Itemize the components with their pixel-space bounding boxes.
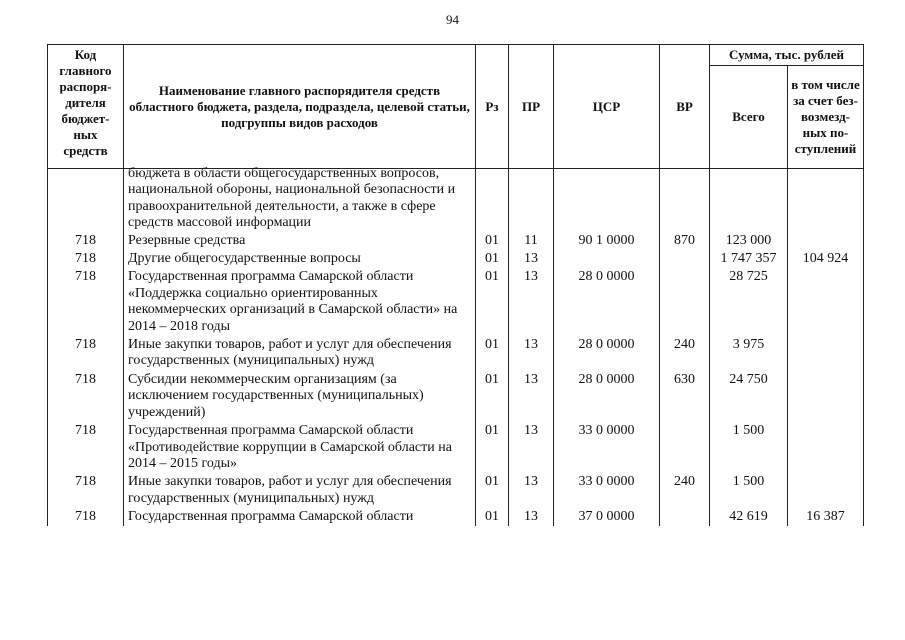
- row-vr: [660, 267, 710, 335]
- row-csr: 33 0 0000: [554, 472, 660, 507]
- row-total: 24 750: [710, 370, 788, 421]
- row-rz: 01: [476, 507, 509, 525]
- row-incl: [788, 421, 864, 472]
- header-total: Всего: [710, 66, 788, 169]
- row-name: Другие общегосударственные вопросы: [124, 249, 476, 267]
- row-vr: [660, 165, 710, 232]
- row-name: Государственная программа Самарской области: [124, 507, 476, 525]
- row-incl: [788, 267, 864, 335]
- header-rz: Рз: [476, 45, 509, 169]
- row-code: [48, 165, 124, 232]
- row-code: 718: [48, 472, 124, 507]
- row-rz: 01: [476, 370, 509, 421]
- row-total: 1 747 357: [710, 249, 788, 267]
- row-rz: 01: [476, 249, 509, 267]
- row-csr: [554, 165, 660, 232]
- row-name: Резервные средства: [124, 232, 476, 249]
- row-name: Государственная программа Самарской области «Противодействие коррупции в Самарской области на 2014 – 2015 годы»: [124, 421, 476, 472]
- row-rz: 01: [476, 267, 509, 335]
- row-total: [710, 165, 788, 232]
- row-code: 718: [48, 335, 124, 370]
- row-vr: [660, 249, 710, 267]
- row-code: 718: [48, 267, 124, 335]
- row-pr: 11: [509, 232, 554, 249]
- row-vr: [660, 507, 710, 525]
- row-rz: 01: [476, 335, 509, 370]
- row-total: 123 000: [710, 232, 788, 249]
- row-code: 718: [48, 370, 124, 421]
- row-name: Субсидии некоммерческим организациям (за исключением государственных (муниципальных) учреждений): [124, 370, 476, 421]
- row-code: 718: [48, 507, 124, 525]
- row-vr: 240: [660, 335, 710, 370]
- row-name: Государственная программа Самарской области «Поддержка социально ориентированных некоммерческих организаций в Самарской области» на 2014 – 2018 годы: [124, 267, 476, 335]
- row-vr: 870: [660, 232, 710, 249]
- row-name: бюджета в области общегосударственных вопросов, национальной обороны, национальной безопасности и правоохранительной деятельности, а также в сфере средств массовой информации: [124, 165, 476, 232]
- row-rz: 01: [476, 232, 509, 249]
- row-code: 718: [48, 249, 124, 267]
- row-pr: 13: [509, 267, 554, 335]
- row-csr: [554, 249, 660, 267]
- row-vr: [660, 421, 710, 472]
- header-csr: ЦСР: [554, 45, 660, 169]
- row-pr: [509, 165, 554, 232]
- row-csr: 37 0 0000: [554, 507, 660, 525]
- row-incl: [788, 472, 864, 507]
- row-code: 718: [48, 232, 124, 249]
- header-name: Наименование главного распорядителя средств областного бюджета, раздела, подраздела, целевой статьи, подгруппы видов расходов: [124, 45, 476, 169]
- row-code: 718: [48, 421, 124, 472]
- budget-table-header: [47, 44, 864, 169]
- row-csr: 28 0 0000: [554, 370, 660, 421]
- row-pr: 13: [509, 370, 554, 421]
- row-incl: 104 924: [788, 249, 864, 267]
- table-row: [48, 507, 864, 525]
- row-csr: 90 1 0000: [554, 232, 660, 249]
- row-pr: 13: [509, 421, 554, 472]
- table-row: [48, 421, 864, 472]
- header-vr: ВР: [660, 45, 710, 169]
- row-rz: [476, 165, 509, 232]
- row-rz: 01: [476, 472, 509, 507]
- row-total: 42 619: [710, 507, 788, 525]
- header-code: Код главного распоря-дителя бюджет-ных средств: [48, 45, 124, 169]
- table-row: [48, 232, 864, 249]
- budget-table-body: [47, 165, 864, 526]
- row-vr: 240: [660, 472, 710, 507]
- row-incl: [788, 165, 864, 232]
- row-total: 3 975: [710, 335, 788, 370]
- row-csr: 28 0 0000: [554, 335, 660, 370]
- row-total: 1 500: [710, 472, 788, 507]
- header-incl: в том числе за счет без-возмезд-ных по-ступлений: [788, 66, 864, 169]
- header-pr: ПР: [509, 45, 554, 169]
- row-vr: 630: [660, 370, 710, 421]
- row-rz: 01: [476, 421, 509, 472]
- row-name: Иные закупки товаров, работ и услуг для обеспечения государственных (муниципальных) нужд: [124, 472, 476, 507]
- header-sum-group: Сумма, тыс. рублей: [710, 45, 864, 66]
- row-incl: [788, 232, 864, 249]
- row-incl: [788, 335, 864, 370]
- table-row: [48, 370, 864, 421]
- table-row: [48, 165, 864, 232]
- row-pr: 13: [509, 335, 554, 370]
- table-row: [48, 335, 864, 370]
- row-total: 1 500: [710, 421, 788, 472]
- row-incl: [788, 370, 864, 421]
- row-pr: 13: [509, 507, 554, 525]
- row-csr: 33 0 0000: [554, 421, 660, 472]
- row-pr: 13: [509, 472, 554, 507]
- row-csr: 28 0 0000: [554, 267, 660, 335]
- table-row: [48, 472, 864, 507]
- row-pr: 13: [509, 249, 554, 267]
- table-row: [48, 249, 864, 267]
- table-row: [48, 267, 864, 335]
- page-number: 94: [446, 12, 459, 27]
- row-incl: 16 387: [788, 507, 864, 525]
- row-name: Иные закупки товаров, работ и услуг для обеспечения государственных (муниципальных) нужд: [124, 335, 476, 370]
- row-total: 28 725: [710, 267, 788, 335]
